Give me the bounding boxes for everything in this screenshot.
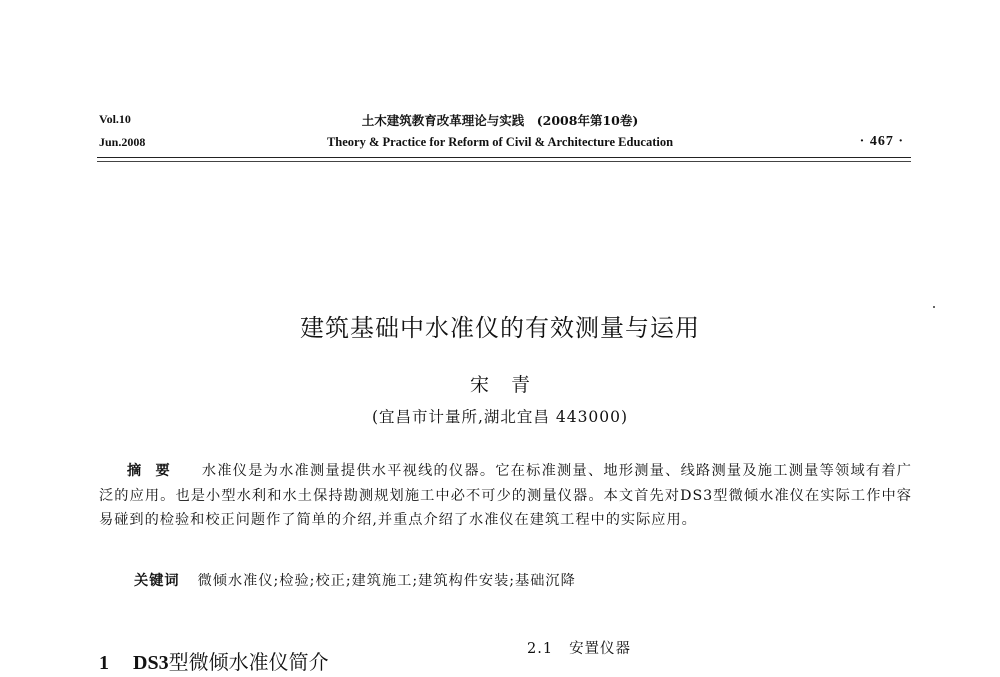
keywords-label: 关键词: [134, 573, 180, 589]
section-2-1-title: 安置仪器: [569, 641, 632, 657]
article-title: 建筑基础中水准仪的有效测量与运用: [300, 314, 700, 342]
abstract-label: 摘要: [127, 463, 184, 479]
header-rule-thin: [97, 161, 911, 162]
journal-title-cn: 土木建筑教育改革理论与实践 (2008年第10卷): [361, 113, 639, 128]
journal-title-en: Theory & Practice for Reform of Civil & Architecture Education: [326, 135, 674, 149]
keywords-text: 微倾水准仪;检验;校正;建筑施工;建筑构件安装;基础沉降: [197, 573, 576, 589]
page-number: · 467 ·: [859, 134, 904, 149]
issue-date: Jun.2008: [99, 135, 146, 149]
header-rule-thick: [97, 157, 911, 158]
author-affiliation: (宜昌市计量所,湖北宜昌 443000): [371, 408, 629, 426]
section-1-title: 型微倾水准仪简介: [168, 650, 329, 674]
abstract-text: 水准仪是为水准测量提供水平视线的仪器。它在标准测量、地形测量、线路测量及施工测量等领域有着广泛的应用。也是小型水利和水土保持勘测规划施工中必不可少的测量仪器。本文首先对DS3型微倾水准仪在实际工作中容易碰到的检验和校正问题作了简单的介绍,并重点介绍了水准仪在建筑工程中的实际应用。: [99, 463, 912, 528]
volume-label: Vol.10: [99, 112, 131, 126]
section-2-1-heading: [527, 637, 631, 658]
section-1-model: DS3: [133, 652, 169, 674]
author-name: 宋青: [469, 374, 552, 396]
section-2-1-number: 2.1: [527, 641, 554, 657]
section-1-number: 1: [99, 652, 109, 674]
abstract-paragraph: [99, 459, 912, 533]
section-1-heading: [99, 646, 329, 675]
keywords-line: [134, 570, 576, 590]
